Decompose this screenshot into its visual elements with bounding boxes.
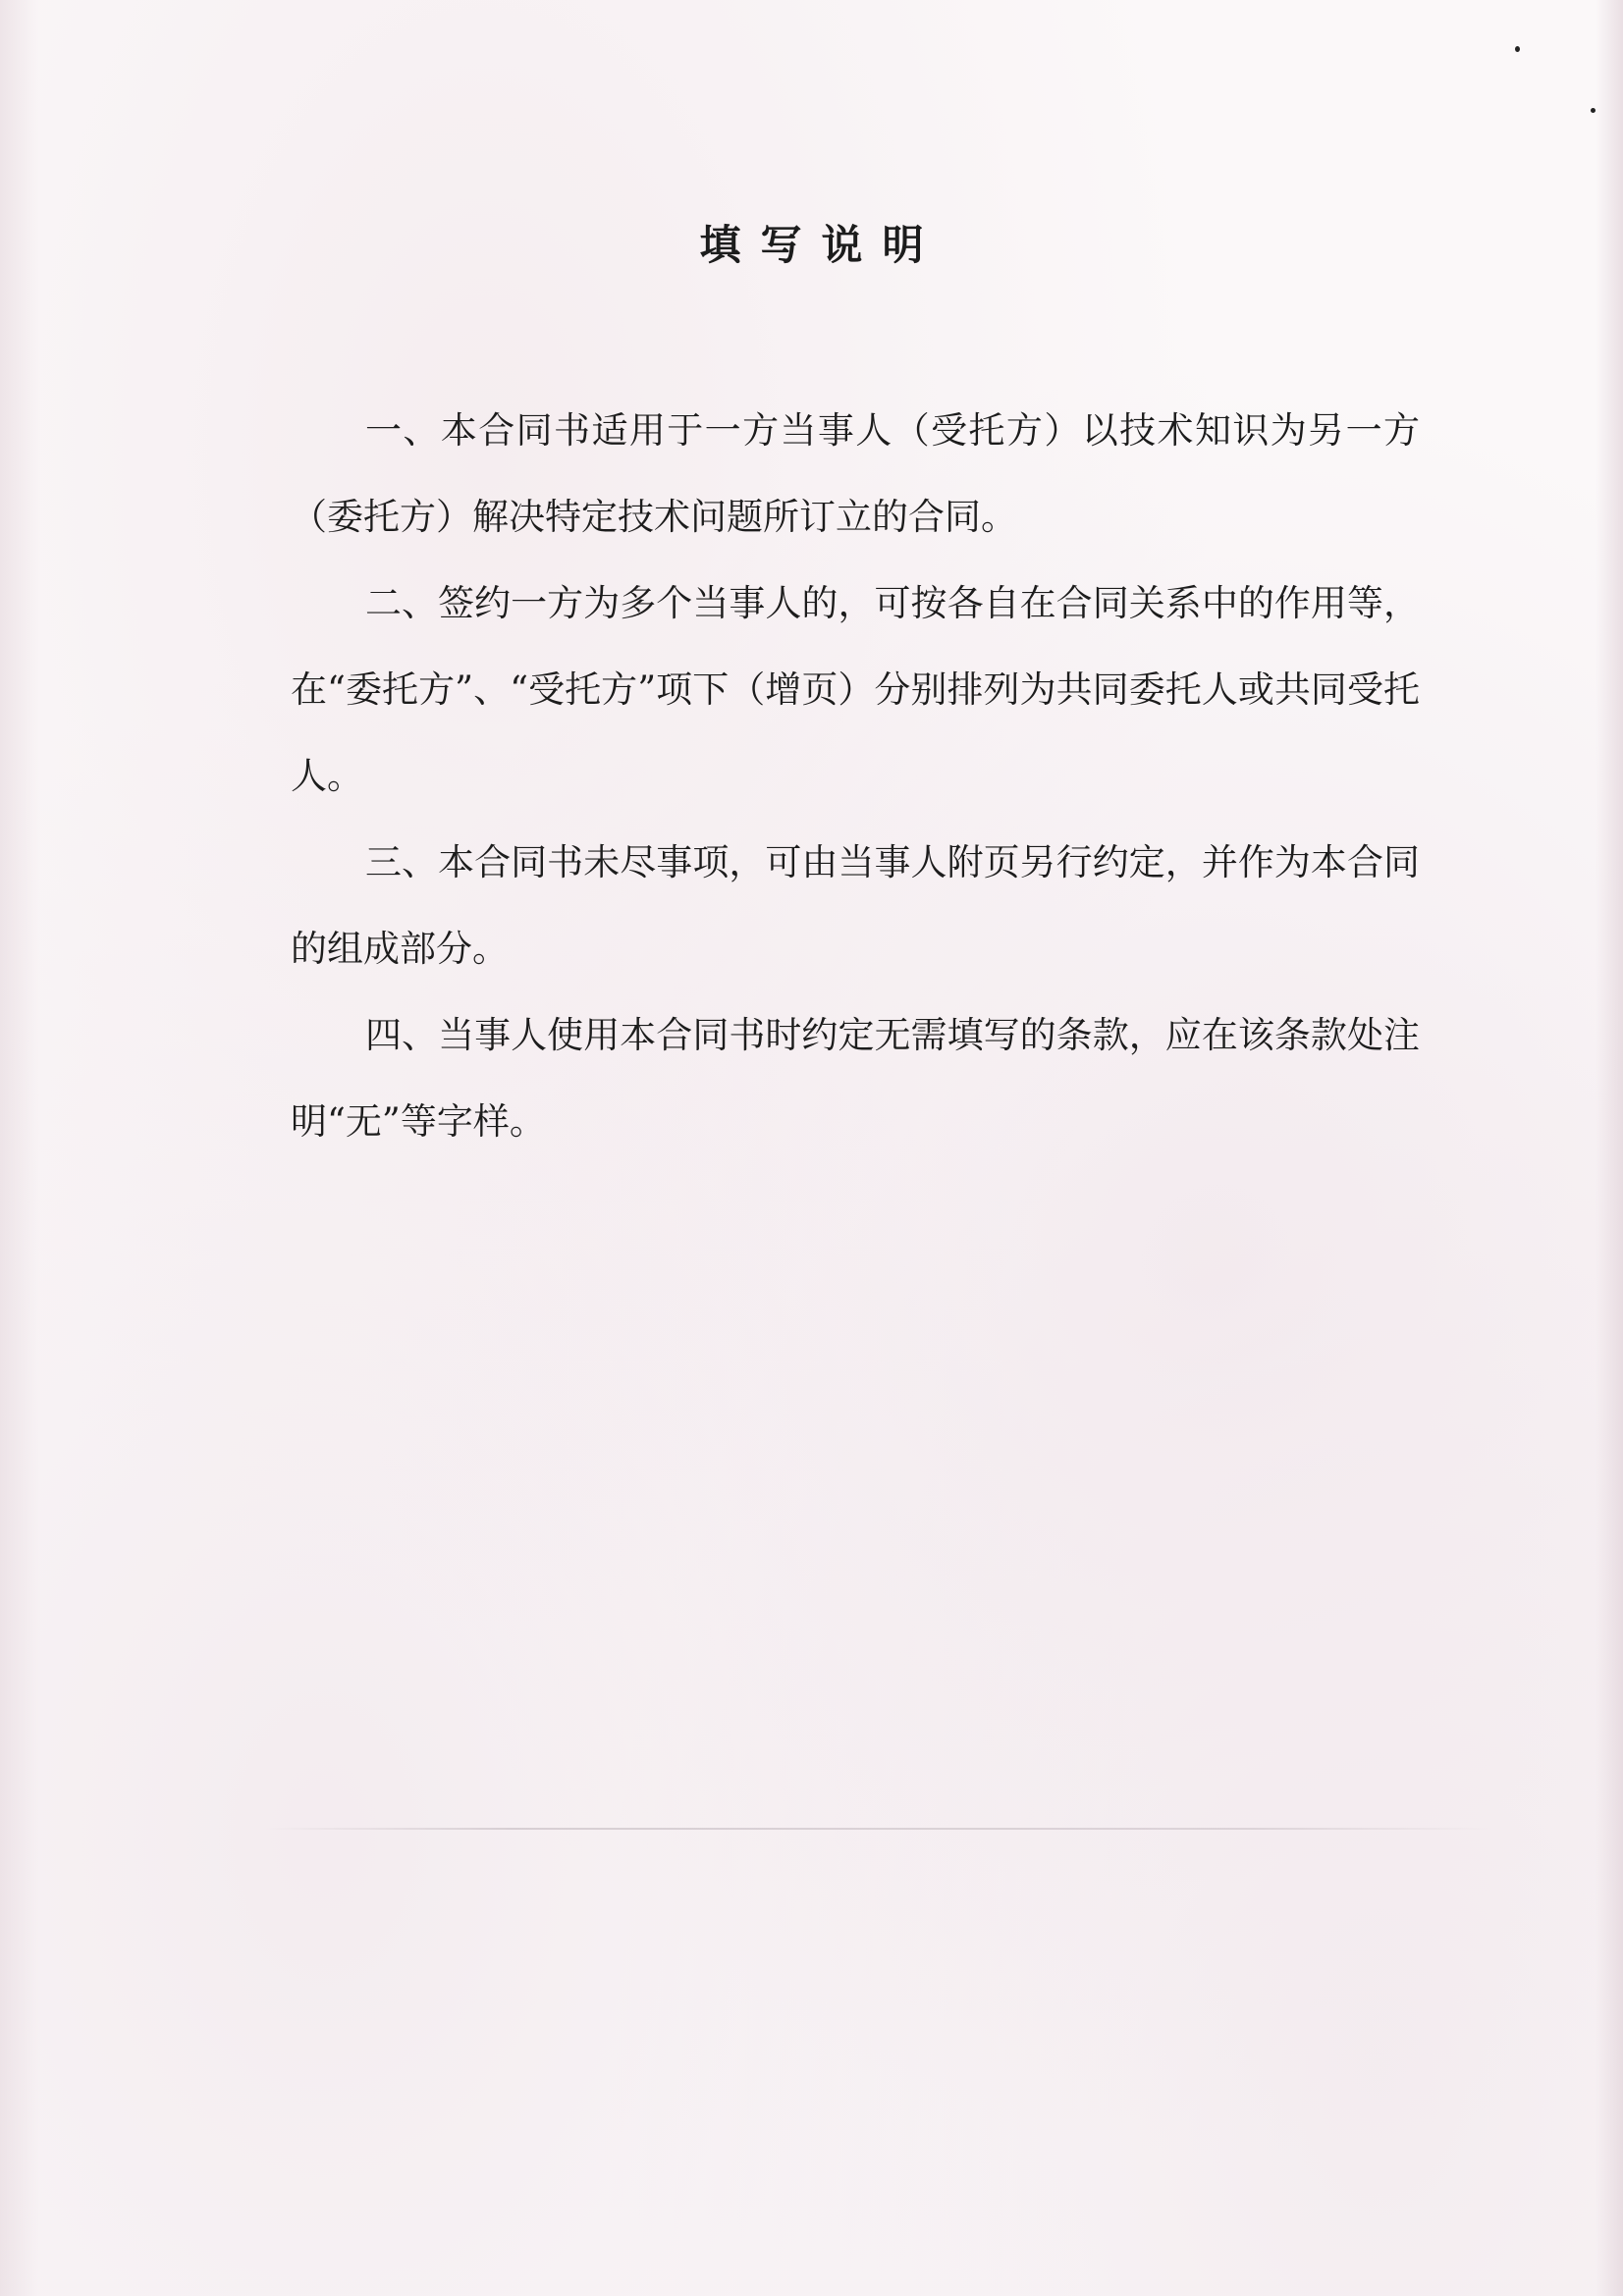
ink-speck bbox=[1515, 46, 1520, 52]
document-title: 填写说明 bbox=[699, 221, 944, 269]
instruction-paragraph-2: 二、签约一方为多个当事人的，可按各自在合同关系中的作用等，在“委托方”、“受托方”项下（增页）分别排列为共同委托人或共同受托人。 bbox=[291, 582, 1420, 797]
instruction-paragraph-4: 四、当事人使用本合同书时约定无需填写的条款，应在该条款处注明“无”等字样。 bbox=[291, 1014, 1420, 1143]
fold-line bbox=[265, 1828, 1492, 1830]
ink-speck bbox=[1591, 108, 1596, 113]
instructions-body bbox=[291, 388, 1420, 1165]
paper-edge-shadow bbox=[1596, 0, 1623, 2296]
instruction-paragraph-1: 一、本合同书适用于一方当事人（受托方）以技术知识为另一方（委托方）解决特定技术问题所订立的合同。 bbox=[291, 409, 1420, 538]
instruction-paragraph-3: 三、本合同书未尽事项，可由当事人附页另行约定，并作为本合同的组成部分。 bbox=[291, 841, 1420, 970]
